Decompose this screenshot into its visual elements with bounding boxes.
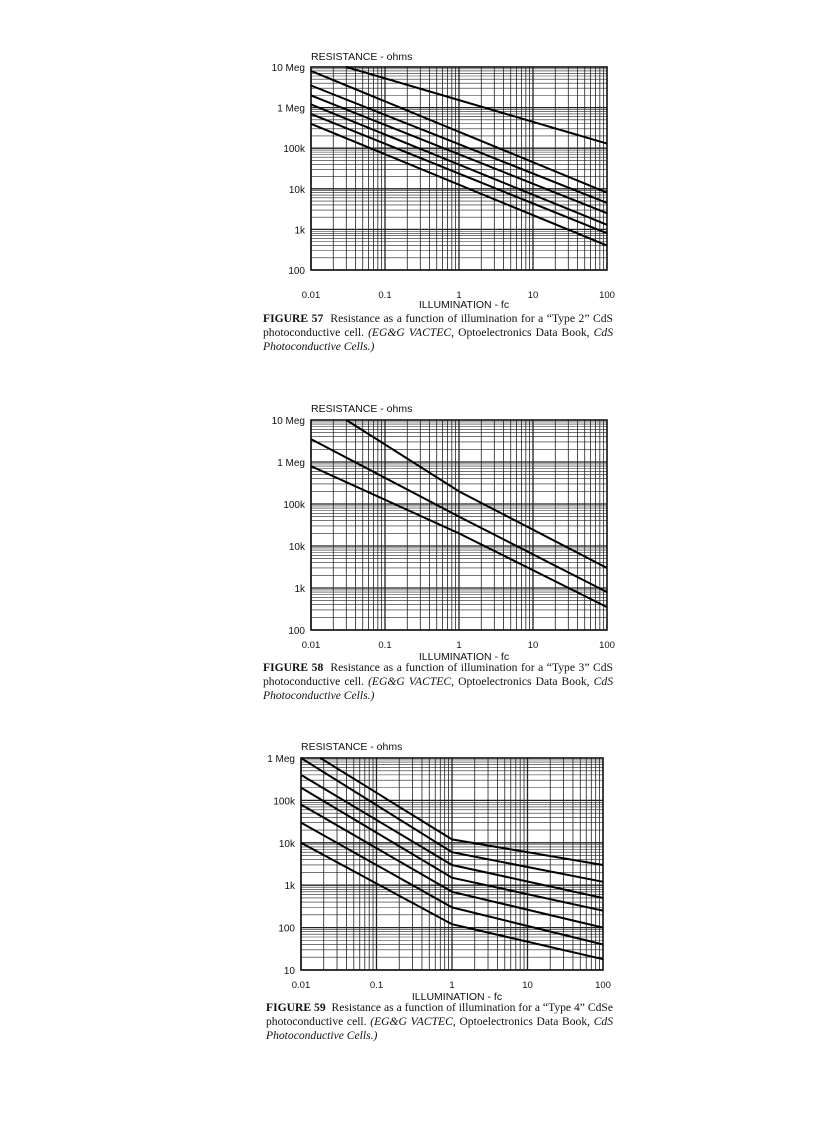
x-tick-label: 0.1 [378, 640, 392, 651]
x-tick-label: 10 [522, 980, 533, 991]
y-tick-label: 10k [288, 184, 305, 196]
caption-book-italic: CdS Photoconductive Cells.) [263, 326, 613, 353]
caption-text: Resistance as a function of illumination for a “Type 4” CdSe photoconductive cell. [266, 1001, 614, 1028]
y-tick-label: 1 Meg [267, 754, 295, 765]
figure-label: FIGURE 58 [263, 661, 324, 674]
x-tick-label: 0.1 [378, 290, 392, 301]
caption-book: Optoelectronics Data Book, [458, 675, 590, 688]
y-tick-label: 10k [278, 838, 295, 850]
y-tick-label: 100k [273, 796, 295, 808]
caption-book-italic: CdS Photoconductive Cells.) [266, 1015, 614, 1042]
x-tick-label: 1 [456, 640, 462, 651]
x-tick-label: 0.01 [291, 980, 311, 991]
figure-label: FIGURE 57 [263, 312, 324, 325]
y-tick-label: 10 [283, 966, 295, 977]
caption-source: (EG&G VACTEC, [368, 675, 455, 688]
x-tick-label: 10 [527, 290, 539, 301]
x-tick-label: 1 [449, 980, 455, 991]
y-tick-label: 100 [288, 266, 305, 277]
chart-title: RESISTANCE - ohms [301, 741, 403, 753]
y-tick-label: 1 Meg [277, 103, 305, 115]
caption-text: Resistance as a function of illumination for a “Type 2” CdS photoconductive cell. [263, 312, 613, 339]
y-tick-label: 100k [283, 500, 305, 511]
caption-book-italic: CdS Photoconductive Cells.) [263, 675, 613, 702]
x-axis-label: ILLUMINATION - fc [418, 299, 510, 311]
x-tick-label: 0.1 [369, 980, 384, 991]
y-tick-label: 10k [288, 542, 305, 553]
x-tick-label: 100 [595, 980, 611, 991]
x-tick-label: 10 [527, 640, 539, 651]
y-tick-label: 1k [284, 881, 295, 893]
y-tick-label: 10 Meg [271, 63, 305, 74]
caption-book: Optoelectronics Data Book, [458, 326, 590, 339]
x-axis-label: ILLUMINATION - fc [411, 991, 503, 1003]
x-tick-label: 1 [456, 290, 462, 301]
y-tick-label: 1k [294, 225, 305, 237]
figure-59-caption [266, 1001, 613, 1043]
caption-source: (EG&G VACTEC, [370, 1015, 456, 1028]
figure-label: FIGURE 59 [266, 1001, 326, 1014]
caption-source: (EG&G VACTEC, [368, 326, 455, 339]
x-tick-label: 100 [599, 640, 615, 651]
y-tick-label: 100 [278, 923, 295, 935]
y-tick-label: 1k [294, 584, 305, 595]
y-tick-label: 10 Meg [271, 416, 305, 427]
y-tick-label: 100 [288, 626, 305, 637]
x-tick-label: 100 [599, 290, 615, 301]
y-tick-label: 100k [283, 144, 305, 156]
x-tick-label: 0.01 [301, 640, 321, 651]
chart-title: RESISTANCE - ohms [311, 51, 413, 63]
caption-text: Resistance as a function of illumination for a “Type 3” CdS photoconductive cell. [263, 661, 613, 688]
x-axis-label: ILLUMINATION - fc [418, 651, 510, 663]
chart-title: RESISTANCE - ohms [311, 403, 413, 415]
y-tick-label: 1 Meg [277, 458, 305, 469]
x-tick-label: 0.01 [301, 290, 321, 301]
caption-book: Optoelectronics Data Book, [459, 1015, 591, 1028]
